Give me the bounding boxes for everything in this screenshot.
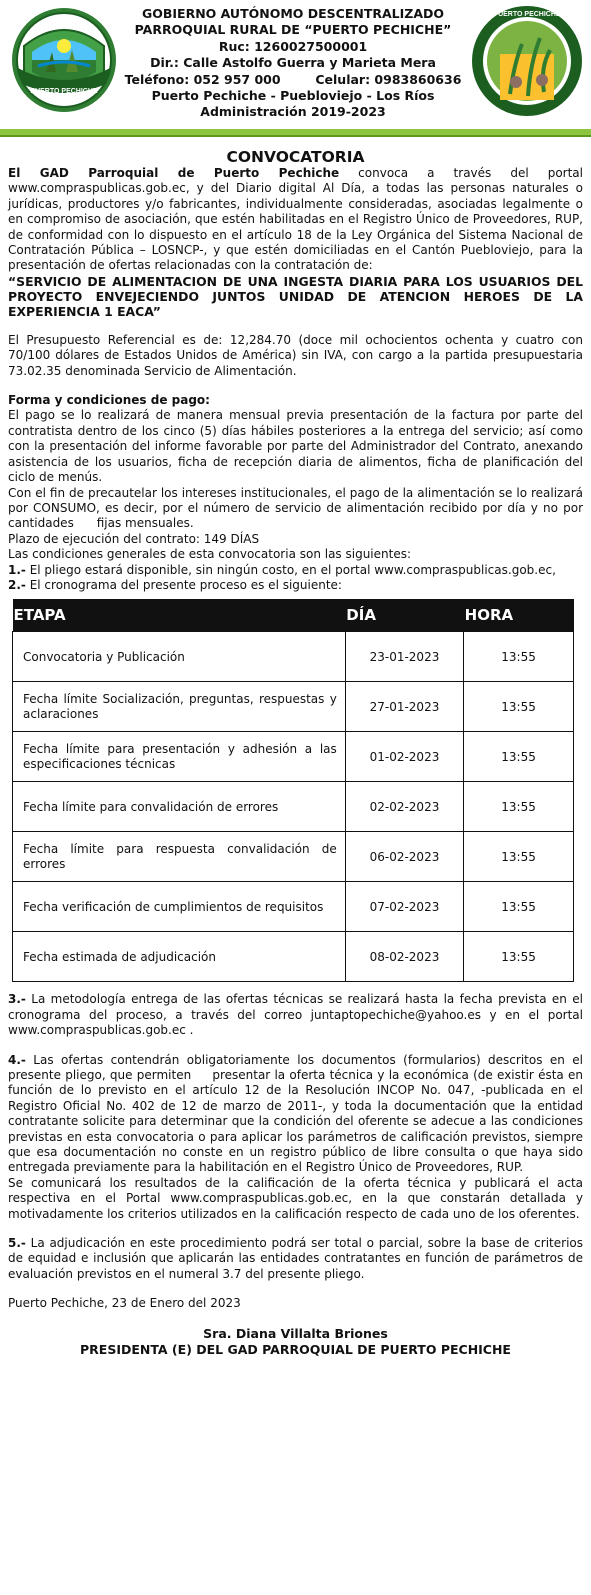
contract-term: Plazo de ejecución del contrato: 149 DÍAS	[8, 531, 260, 546]
condition-5-text: La adjudicación en este procedimiento podrá ser total o parcial, sobre la base de criterios de equidad e inclusión que aplicarán las entidades contratantes en función de parámetros de evaluación previstos en el numeral 3.7 del presente pliego.	[8, 1236, 583, 1281]
row-etapa: Fecha estimada de adjudicación	[13, 932, 346, 982]
row-etapa: Fecha verificación de cumplimientos de requisitos	[13, 882, 346, 932]
condition-4	[8, 1052, 587, 1176]
row-dia: 01-02-2023	[345, 732, 463, 782]
row-hora: 13:55	[464, 832, 574, 882]
condition-3-number: 3.-	[8, 992, 26, 1007]
condition-2	[8, 578, 583, 593]
header-dia: DÍA	[345, 599, 463, 632]
condition-1-number: 1.-	[8, 562, 26, 577]
payment-paragraph-2: Con el fin de precautelar los intereses institucionales, el pago de la alimentación se lo realizará por CONSUMO, es decir, por el número de servicio de alimentación recibido por día y no por cantidades fijas mensuales.	[8, 485, 587, 531]
project-name: “SERVICIO DE ALIMENTACION DE UNA INGESTA DIARIA PARA LOS USUARIOS DEL PROYECTO ENVEJECIENDO JUNTOS UNIDAD DE ATENCION HEROES DE LA EXPERIENCIA 1 EACA”	[8, 273, 583, 319]
condition-4-number: 4.-	[8, 1052, 26, 1067]
row-etapa: Convocatoria y Publicación	[13, 632, 346, 682]
condition-1-text: El pliego estará disponible, sin ningún costo, en el portal www.compraspublicas.gob.ec,	[25, 562, 556, 577]
condition-5-number: 5.-	[8, 1236, 26, 1251]
condition-2-text: El cronograma del presente proceso es el siguiente:	[25, 577, 342, 592]
row-hora: 13:55	[464, 732, 574, 782]
signer-title: PRESIDENTA (E) DEL GAD PARROQUIAL DE PUERTO PECHICHE	[80, 1341, 511, 1357]
document-body	[8, 148, 587, 1358]
payment-paragraph-1: El pago se lo realizará de manera mensual previa presentación de la factura por parte del contratista dentro de los cinco (5) días hábiles posteriores a la entrega del servicio; así como con la presentación del informe favorable por parte del Administrador del Contrato, anexando asistencia de los usuarios, ficha de recepción diaria de alimentos, ficha de planificación del ciclo de menús.	[8, 408, 583, 485]
intro-entity: El GAD Parroquial de Puerto Pechiche	[8, 166, 340, 180]
conditions-intro: Las condiciones generales de esta convocatoria son las siguientes:	[8, 547, 412, 562]
condition-4-text: Las ofertas contendrán obligatoriamente los documentos (formularios) descritos en el presente pliego, que permiten presentar la oferta técnica y la económica (de existir ésta en función de lo previsto en el artículo 12 de la Resolución INCOP No. 047, -publicada en el Registro Oficial No. 402 de 12 de marzo de 2011-, y toda la documentación que la entidad contratante solicite para determinar que la condición del oferente se adecue a las condiciones previstas en esta convocatoria o para aplicar los parámetros de calificación previstos, siempre que esa documentación no conste en un registro público de libre consulta o que haya sido entregada previamente para la habilitación en el Registro Único de Proveedores, RUP.	[8, 1052, 587, 1175]
table-row	[13, 882, 574, 932]
address: Dir.: Calle Astolfo Guerra y Marieta Mera	[150, 55, 436, 71]
schedule-table	[12, 599, 574, 982]
seal-text: PUERTO PECHICHE	[493, 11, 561, 18]
table-row	[13, 932, 574, 982]
institution-name: GOBIERNO AUTÓNOMO DESCENTRALIZADO	[141, 6, 445, 21]
row-hora: 13:55	[464, 782, 574, 832]
phones: Teléfono: 052 957 000 Celular: 0983860636	[124, 71, 462, 87]
signer-name: Sra. Diana Villalta Briones	[203, 1325, 388, 1341]
condition-4-results: Se comunicará los resultados de la calificación de la oferta técnica y publicará el acta respectiva en el Portal www.compraspublicas.gob.ec, en la que constarán detallada y motivadamente los criterios utilizados en la calificación respecto de cada uno de los oferentes.	[8, 1175, 583, 1221]
condition-2-number: 2.-	[8, 577, 26, 592]
row-hora: 13:55	[464, 882, 574, 932]
location: Puerto Pechiche - Puebloviejo - Los Ríos	[151, 88, 435, 104]
row-dia: 27-01-2023	[345, 682, 463, 732]
row-dia: 02-02-2023	[345, 782, 463, 832]
condition-1	[8, 563, 583, 578]
condition-3	[8, 992, 583, 1038]
table-row	[13, 632, 574, 682]
row-etapa: Fecha límite para convalidación de errores	[13, 782, 346, 832]
row-etapa: Fecha límite para presentación y adhesión a las especificaciones técnicas	[13, 732, 346, 782]
condition-5	[8, 1236, 583, 1282]
header-hora: HORA	[464, 599, 574, 632]
letterhead	[0, 0, 591, 128]
administration: Administración 2019-2023	[200, 104, 386, 120]
ruc: Ruc: 1260027500001	[218, 38, 368, 54]
intro-paragraph	[8, 166, 583, 274]
table-row	[13, 732, 574, 782]
document-title: CONVOCATORIA	[226, 148, 365, 166]
date-line: Puerto Pechiche, 23 de Enero del 2023	[8, 1296, 241, 1311]
row-hora: 13:55	[464, 632, 574, 682]
row-dia: 07-02-2023	[345, 882, 463, 932]
header-divider-dark	[0, 135, 591, 137]
row-dia: 23-01-2023	[345, 632, 463, 682]
letterhead-text	[118, 6, 468, 121]
condition-3-text: La metodología entrega de las ofertas técnicas se realizará hasta la fecha prevista en el cronograma del proceso, a través del correo juntaptopechiche@yahoo.es y en el portal www.compraspublicas.gob.ec .	[8, 992, 583, 1038]
row-etapa: Fecha límite para respuesta convalidación de errores	[13, 832, 346, 882]
parish-seal-logo	[10, 6, 118, 114]
payment-heading: Forma y condiciones de pago:	[8, 393, 210, 408]
seal-text: PUERTO PECHICHE	[30, 88, 98, 95]
table-row	[13, 782, 574, 832]
table-row	[13, 832, 574, 882]
table-row	[13, 682, 574, 732]
budget-paragraph: El Presupuesto Referencial es de: 12,284.70 (doce mil ochocientos ochenta y cuatro con 70/100 dólares de Estados Unidos de América) sin IVA, con cargo a la partida presupuestaria 73.02.35 denominada Servicio de Alimentación.	[8, 332, 583, 378]
header-etapa: ETAPA	[13, 599, 346, 632]
row-hora: 13:55	[464, 932, 574, 982]
row-hora: 13:55	[464, 682, 574, 732]
intro-text: convoca a través del portal www.compraspublicas.gob.ec, y del Diario digital Al Día, a todas las personas naturales o jurídicas, productores y/o fabricantes, individualmente consideradas, asociadas legalmente o en compromiso de asociación, que estén habilitadas en el Registro Único de Proveedores, RUP, de conformidad con lo dispuesto en el artículo 18 de la Ley Orgánica del Sistema Nacional de Contratación Pública – LOSNCP-, y que estén domiciliadas en el Cantón Puebloviejo, para la presentación de ofertas relacionadas con la contratación de:	[8, 166, 583, 273]
parish-shield-logo	[470, 4, 584, 118]
row-dia: 08-02-2023	[345, 932, 463, 982]
row-dia: 06-02-2023	[345, 832, 463, 882]
parish-name: PARROQUIAL RURAL DE “PUERTO PECHICHE”	[134, 22, 452, 38]
schedule-header-row	[13, 599, 574, 632]
row-etapa: Fecha límite Socialización, preguntas, respuestas y aclaraciones	[13, 682, 346, 732]
